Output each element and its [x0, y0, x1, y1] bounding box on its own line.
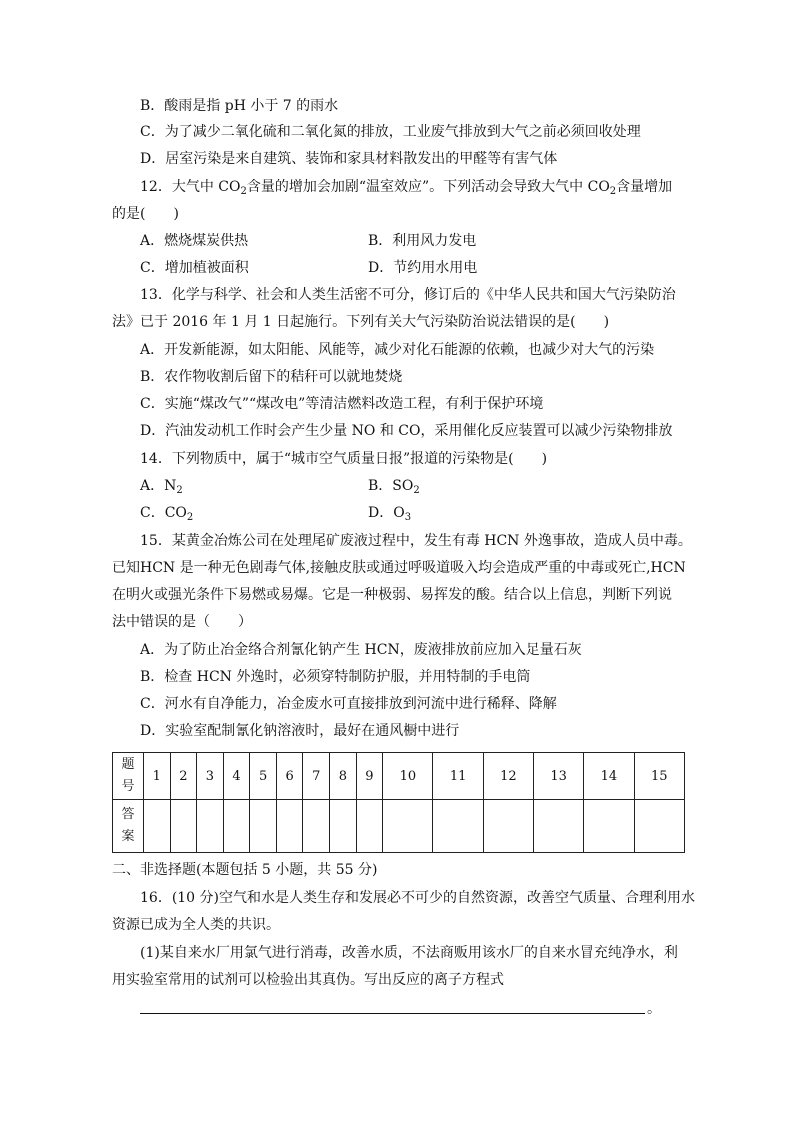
q13-stem-continued: 法》已于 2016 年 1 月 1 日起施行。下列有关大气污染防治说法错误的是( ): [112, 314, 610, 330]
answer-cell[interactable]: [584, 800, 634, 853]
q14-option-b: B．$SO_2$: [368, 478, 420, 496]
question-number-cell: 13: [534, 753, 584, 800]
answer-cell[interactable]: [356, 800, 383, 853]
q12-stem: 12．大气中 $CO_2$含量的增加会加剧“温室效应”。下列活动会导致大气中 $CO_2$含量增加: [140, 179, 673, 197]
q15-option-b: B．检查 HCN 外逸时，必须穿特制防护服，并用特制的手电筒: [140, 669, 531, 685]
question-number-cell: 1: [144, 753, 171, 800]
q16-part1-continued: 用实验室常用的试剂可以检验出其真伪。写出反应的离子方程式: [112, 972, 504, 988]
answer-cell[interactable]: [383, 800, 433, 853]
q11-option-d: D．居室污染是来自建筑、装饰和家具材料散发出的甲醛等有害气体: [140, 151, 558, 167]
answer-cell[interactable]: [250, 800, 277, 853]
answer-cell[interactable]: [634, 800, 684, 853]
q12-stem-continued: 的是( ): [112, 206, 179, 222]
q15-stem-line2: 已知HCN 是一种无色剧毒气体,接触皮肤或通过呼吸道吸入均会造成严重的中毒或死亡,HCN: [112, 560, 686, 576]
q14-options-row1: [140, 476, 420, 496]
q12-options-row2: [140, 258, 478, 278]
answer-row: [113, 800, 685, 853]
q16-stem: 16．(10 分)空气和水是人类生存和发展必不可少的自然资源，改善空气质量、合理利用水: [140, 890, 696, 906]
answer-cell[interactable]: [276, 800, 303, 853]
question-number-cell: 9: [356, 753, 383, 800]
question-number-cell: 6: [276, 753, 303, 800]
q15-option-c: C．河水有自净能力，冶金废水可直接排放到河流中进行稀释、降解: [140, 696, 557, 712]
q16-part1: (1)某自来水厂用氯气进行消毒，改善水质，不法商贩用该水厂的自来水冒充纯净水，利: [140, 945, 678, 961]
question-number-cell: 11: [433, 753, 483, 800]
q14-option-a: A．$N_2$: [140, 478, 183, 496]
answer-cell[interactable]: [534, 800, 584, 853]
answer-cell[interactable]: [433, 800, 483, 853]
answer-period: 。: [647, 1001, 661, 1017]
q15-stem: 15．某黄金冶炼公司在处理尾矿废液过程中，发生有毒 HCN 外逸事故，造成人员中毒。: [140, 533, 692, 549]
q15-option-d: D．实验室配制氰化钠溶液时，最好在通风橱中进行: [140, 723, 460, 739]
answer-table: [112, 752, 685, 853]
answer-cell[interactable]: [144, 800, 171, 853]
q14-options-row2: [140, 503, 412, 523]
q13-option-b: B．农作物收割后留下的秸秆可以就地焚烧: [140, 369, 403, 385]
q12-option-c: C．增加植被面积: [140, 260, 249, 276]
q16-stem-continued: 资源已成为全人类的共识。: [112, 917, 280, 933]
q15-stem-line3: 在明火或强光条件下易燃或易爆。它是一种极弱、易挥发的酸。结合以上信息，判断下列说: [112, 587, 672, 603]
q13-stem: 13．化学与科学、社会和人类生活密不可分，修订后的《中华人民共和国大气污染防治: [140, 287, 676, 303]
question-number-cell: 8: [330, 753, 357, 800]
question-number-cell: 12: [483, 753, 533, 800]
answer-cell[interactable]: [197, 800, 224, 853]
q14-stem: 14．下列物质中，属于“城市空气质量日报”报道的污染物是( ): [140, 451, 548, 467]
q12-option-b: B．利用风力发电: [368, 233, 477, 249]
q15-option-a: A．为了防止冶金络合剂氰化钠产生 HCN，废液排放前应加入足量石灰: [140, 642, 582, 658]
q11-option-c: C．为了减少二氧化硫和二氧化氮的排放，工业废气排放到大气之前必须回收处理: [140, 124, 641, 140]
answer-cell[interactable]: [223, 800, 250, 853]
answer-header: 答 案: [113, 800, 144, 853]
q13-option-a: A．开发新能源，如太阳能、风能等，减少对化石能源的依赖，也减少对大气的污染: [140, 342, 655, 358]
q13-option-c: C．实施“煤改气”“煤改电”等清洁燃料改造工程，有利于保护环境: [140, 396, 544, 412]
question-number-cell: 5: [250, 753, 277, 800]
answer-cell[interactable]: [303, 800, 330, 853]
answer-cell[interactable]: [330, 800, 357, 853]
q14-option-d: D．$O_3$: [368, 505, 412, 523]
question-number-row: [113, 753, 685, 800]
question-number-cell: 4: [223, 753, 250, 800]
q15-stem-line4: 法中错误的是（ ）: [112, 614, 252, 630]
q11-option-b: B．酸雨是指 pH 小于 7 的雨水: [140, 98, 339, 114]
question-number-cell: 2: [170, 753, 197, 800]
q13-option-d: D．汽油发动机工作时会产生少量 NO 和 CO，采用催化反应装置可以减少污染物排放: [140, 423, 673, 439]
q12-option-a: A．燃烧煤炭供热: [140, 233, 249, 249]
section-2-title: 二、非选择题(本题包括 5 小题，共 55 分): [112, 862, 378, 878]
q12-option-d: D．节约用水用电: [368, 260, 478, 276]
answer-blank-line[interactable]: [140, 1012, 645, 1014]
question-number-header: 题 号: [113, 753, 144, 800]
answer-cell[interactable]: [483, 800, 533, 853]
q14-option-c: C．$CO_2$: [140, 505, 194, 523]
question-number-cell: 15: [634, 753, 684, 800]
question-number-cell: 7: [303, 753, 330, 800]
question-number-cell: 14: [584, 753, 634, 800]
q12-options-row1: [140, 231, 477, 251]
question-number-cell: 3: [197, 753, 224, 800]
answer-cell[interactable]: [170, 800, 197, 853]
question-number-cell: 10: [383, 753, 433, 800]
